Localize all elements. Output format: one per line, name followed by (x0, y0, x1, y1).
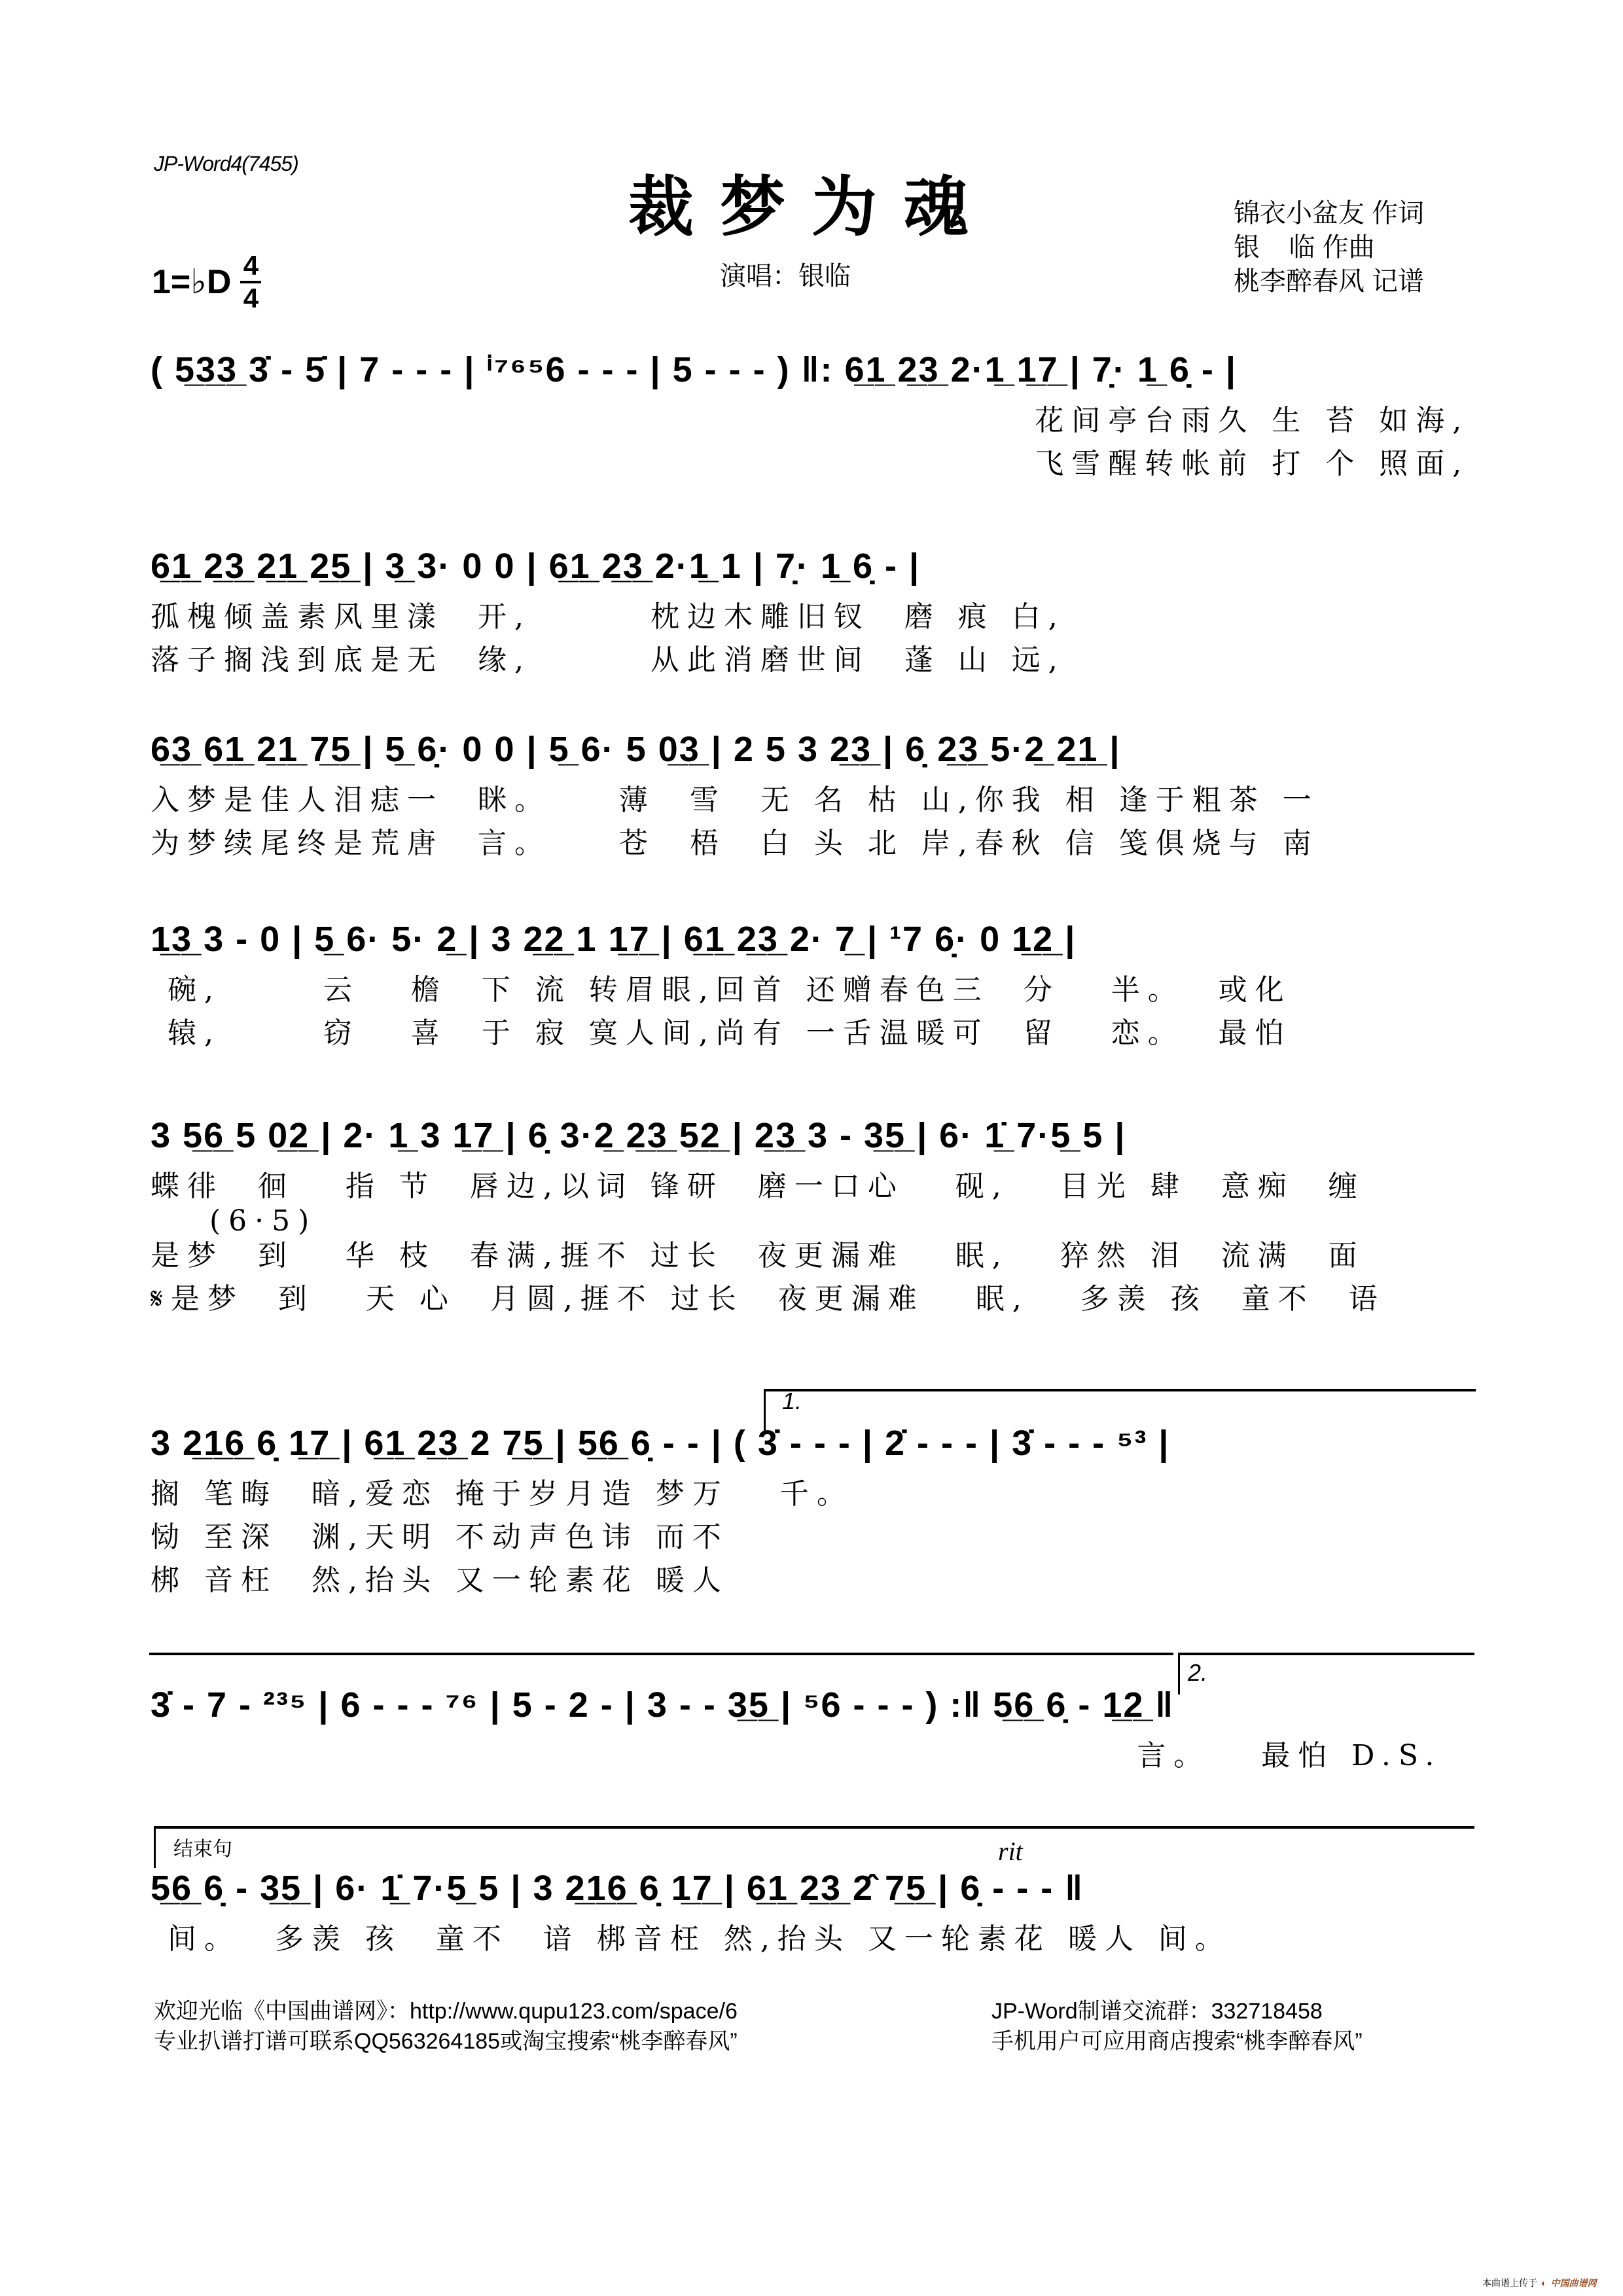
lyric-verse-3: 梆 音枉 然,抬头 又一轮素花 暖人 (151, 1564, 729, 1597)
notes: 3 5̲6̲ 5 0̲2̲ | 2· 1̲ 3 1̲7̲ | 6̣ 3·2̲ 2̲3̲ 5̲2̲ | 2̲3̲ 3 - 3̲5̲ | 6· 1̲̇ 7·5̲ 5 | (151, 1116, 1126, 1155)
footer-app: 手机用户可应用商店搜索“桃李醉春风” (991, 2029, 1363, 2054)
score-line-5 (151, 1106, 1472, 1321)
lyric-verse-2: 辕, 窃 喜 于 寂 寞人间,尚有 一舌温暖可 留 恋。 最怕 (151, 1016, 1292, 1050)
key-time-signature (152, 252, 261, 312)
score-line-8 (151, 1859, 1472, 1961)
lyric-verse-2: 落子搁浅到底是无 缘, 从此消磨世间 蓬 山 远, (151, 643, 1065, 677)
lyric-verse-2: 为梦续尾终是荒唐 言。 苍 梧 白 头 北 岸,春秋 信 笺俱烧与 南 (151, 827, 1319, 860)
score-line-4 (151, 910, 1472, 1055)
lyric-verse-1: 言。 最怕 D.S. (151, 1739, 1442, 1772)
notes: 1̲3̲ 3 - 0 | 5̲ 6· 5· 2̲ | 3 2̲2̲ 1 1̲7̲ | 6̲1̲ 2̲3̲ 2· 7̲ | ¹7 6̣· 0 1̲2̲ | (151, 920, 1077, 959)
time-signature: $\frac{4}{4}$ (240, 252, 261, 312)
footer-website[interactable]: 欢迎光临《中国曲谱网》：http://www.qupu123.com/space/6 (154, 1999, 738, 2024)
song-title: 裁梦为魂 (628, 168, 995, 245)
lyric-verse-3: 𝄋是梦 到 天 心 月圆,捱不 过长 夜更漏难 眠, 多羡 孩 童不 语 (151, 1282, 1385, 1316)
lyric-verse-2: 飞雪醒转帐前 打 个 照面, (151, 447, 1470, 480)
lyric-verse-1: 蝶徘 徊 指 节 唇边,以词 锋研 磨一口心 砚, 目光 肆 意痴 缠 (151, 1170, 1365, 1203)
notes: ( 5̲3̲3̲ 3̇ - 5̇ | 7 - - - | ⁱ⁷⁶⁵6 - - - | 5 - - - ) ‖: 6̲1̲ 2̲3̲ 2·1̲ 1̲7̲ | 7̣· 1̲ 6̣ - | (151, 350, 1237, 389)
composer: 银 临 作曲 (1234, 233, 1375, 262)
lyric-verse-1: 搁 笔晦 暗,爱恋 掩于岁月造 梦万 千。 (151, 1477, 853, 1511)
score-line-7 (151, 1676, 1472, 1778)
footer-contact: 专业扒谱打谱可联系QQ563264185或淘宝搜索“桃李醉春风” (154, 2029, 738, 2054)
lyric-verse-1: 碗, 云 檐 下 流 转眉眼,回首 还赠春色三 分 半。 或化 (151, 973, 1292, 1007)
lyric-verse-1: 间。 多羡 孩 童不 谙 梆音枉 然,抬头 又一轮素花 暖人 间。 (151, 1922, 1232, 1956)
score-line-3 (151, 720, 1472, 865)
lyricist: 锦衣小盆友 作词 (1234, 199, 1425, 228)
footer-right (991, 1996, 1363, 2056)
lyric-verse-1: 入梦是佳人泪痣一 眯。 薄 雪 无 名 枯 山,你我 相 逢于粗茶 一 (151, 783, 1319, 817)
transcriber: 桃李醉春风 记谱 (1234, 267, 1425, 296)
score-line-6 (151, 1414, 1472, 1602)
notes: 5̲6̲ 6̣ - 3̲5̲ | 6· 1̲̇ 7·5̲ 5 | 3 2̲1̲6̲ 6̣ 1̲7̲ | 6̲1̲ 2̲3̲ 2̂ 7̲5̲ | 6̣ - - - ‖ (151, 1869, 1084, 1908)
singer: 演唱：银临 (720, 262, 851, 291)
watermark (1482, 2276, 1596, 2289)
notes: 3̇ - 7 - ²³⁵ | 6 - - - ⁷⁶ | 5 - 2 - | 3 - - 3̲5̲ | ⁵6 - - - ) :‖ 5̲6̲ 6̣ - 1̲2̲ ‖ (151, 1685, 1175, 1725)
key-signature: 1=♭D (152, 263, 232, 301)
ending-phrase-label: 结束句 (173, 1839, 232, 1860)
lyric-verse-2: 是梦 到 华 枝 春满,捱不 过长 夜更漏难 眠, 猝然 泪 流满 面 (151, 1239, 1365, 1272)
first-ending-label: 1. (782, 1388, 802, 1414)
lyric-verse-2: 恸 至深 渊,天明 不动声色讳 而不 (151, 1520, 729, 1554)
qupu-logo-icon: ◐ (1541, 2278, 1547, 2288)
watermark-text: 本曲谱上传于 (1482, 2278, 1537, 2288)
lyric-verse-1: 孤槐倾盖素风里漾 开, 枕边木雕旧钗 磨 痕 白, (151, 600, 1065, 634)
second-ending-label: 2. (1188, 1659, 1208, 1686)
watermark-brand: 中国曲谱网 (1550, 2278, 1597, 2288)
score-line-1 (151, 340, 1472, 486)
notes: 3 2̲1̲6̲ 6̣ 1̲7̲ | 6̲1̲ 2̲3̲ 2 7̲5̲ | 5̲6̲ 6̣ - - | ( 3̇ - - - | 2̇ - - - | 3̇ - - - ⁵³ | (151, 1424, 1170, 1463)
notes: 6̲1̲ 2̲3̲ 2̲1̲ 2̲5̲ | 3̲ 3· 0 0 | 6̲1̲ 2̲3̲ 2·1̲ 1 | 7̣· 1̲ 6̣ - | (151, 547, 921, 586)
footer-group: JP-Word制谱交流群：332718458 (991, 1999, 1323, 2024)
software-version: JP-Word4(7455) (154, 152, 298, 175)
variant-notes: (6·5) (209, 1204, 317, 1238)
lyric-verse-1: 花间亭台雨久 生 苔 如海, (151, 404, 1470, 437)
notes: 6̲3̲ 6̲1̲ 2̲1̲ 7̲5̲ | 5̲ 6̣· 0 0 | 5̲ 6· 5 0̲3̲ | 2 5 3 2̲3̲ | 6̣ 2̲3̲ 5·2̲ 2̲1̲ | (151, 730, 1121, 769)
footer-left (154, 1996, 738, 2056)
score-line-2 (151, 537, 1472, 682)
ritardando-mark: rit (998, 1837, 1023, 1866)
credits (1234, 196, 1424, 298)
